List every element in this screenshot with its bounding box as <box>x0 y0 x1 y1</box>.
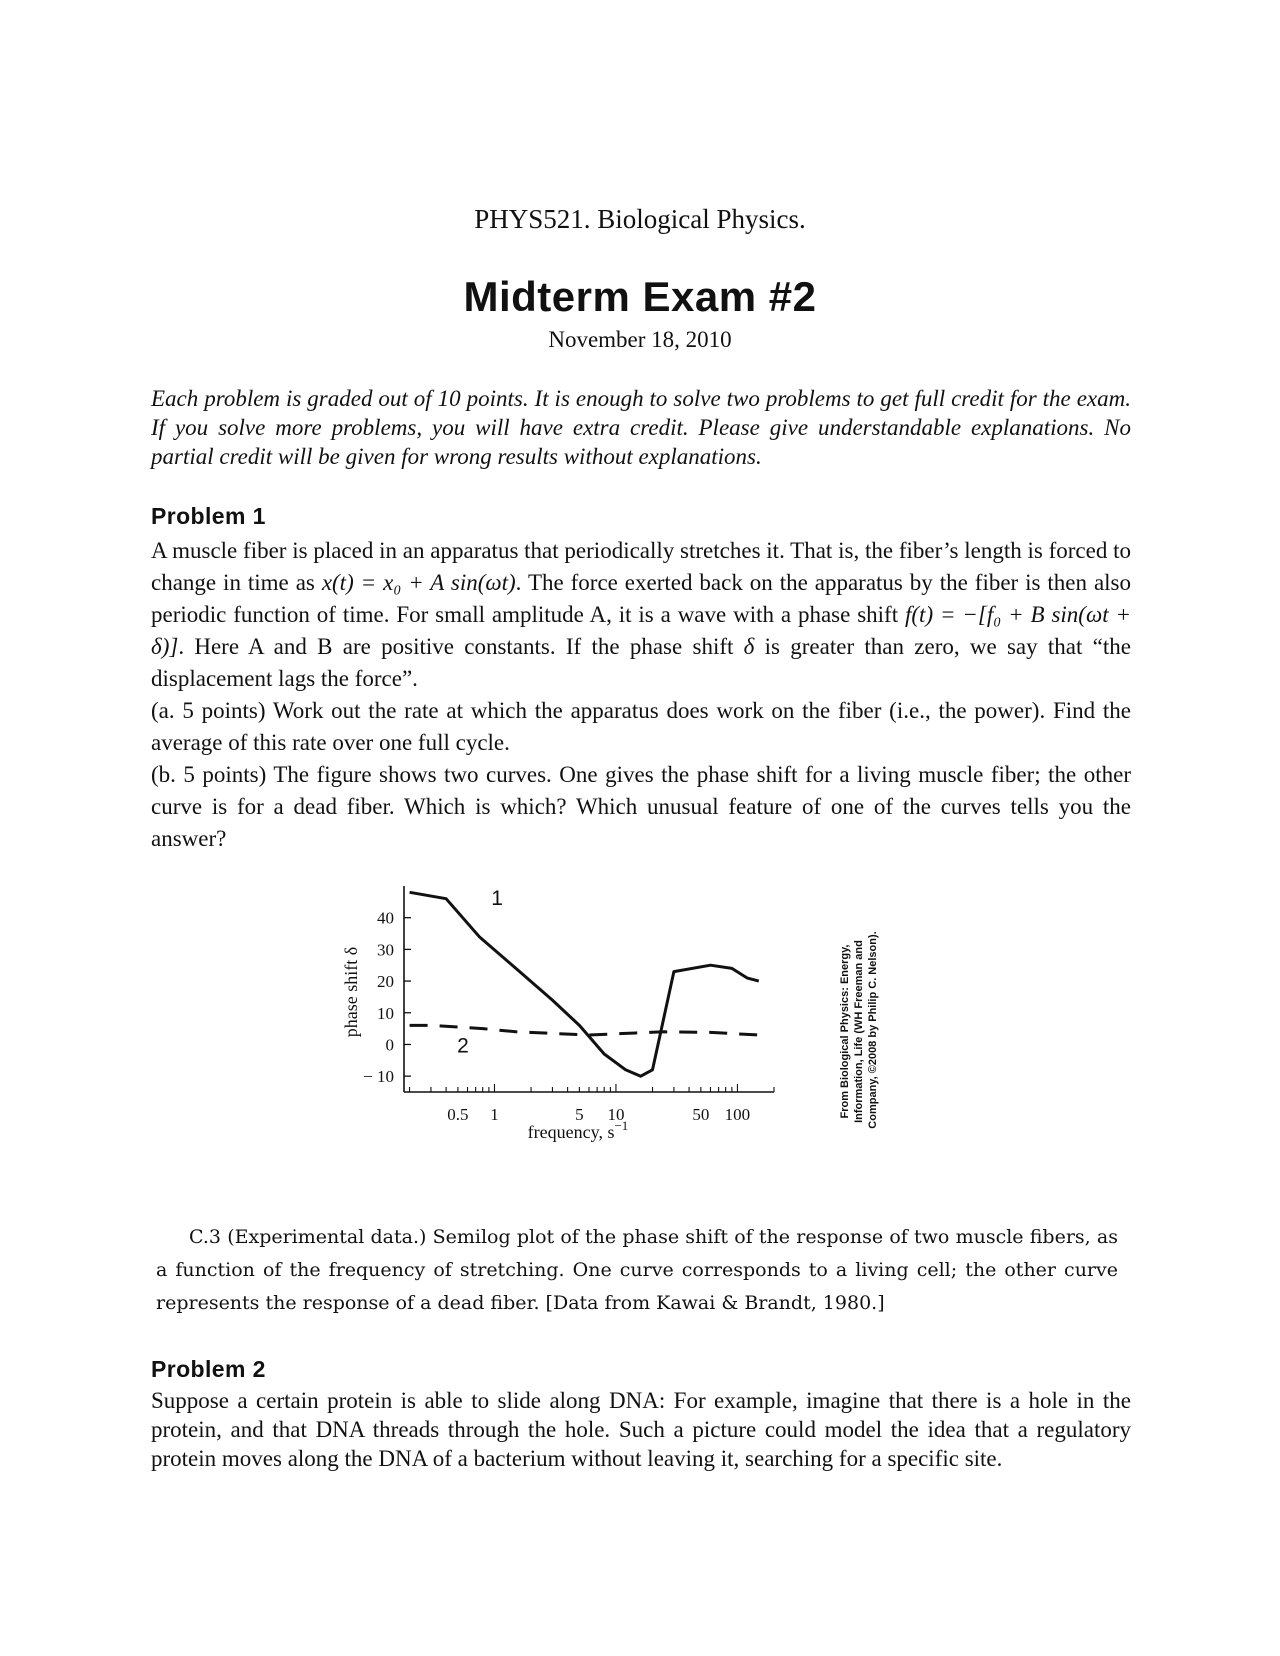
problem-1-text-c: . Here A and B are positive constants. If the phase shift <box>178 634 734 659</box>
y-tick-label: 30 <box>377 940 394 960</box>
problem-1-text-b: . The force exerted back on the apparatus by the fiber is then also periodic function of time. For small amplitude A, it is a wave with a phase shift <box>151 570 1131 627</box>
series-label-2: 2 <box>457 1034 469 1058</box>
x-axis-label-text: frequency, s <box>527 1122 615 1142</box>
y-tick-label: 0 <box>385 1035 394 1055</box>
problem-1-body <box>151 535 1131 855</box>
x-tick-label: 1 <box>490 1105 499 1124</box>
x-tick-label: 50 <box>692 1105 710 1124</box>
x-tick-label: 10 <box>607 1105 625 1124</box>
chart-series <box>410 887 759 1076</box>
problem-1-part-a: (a. 5 points) Work out the rate at which the apparatus does work on the fiber (i.e., the power). Find the average of this rate over one full cycle. <box>151 698 1131 755</box>
y-tick-label: 10 <box>377 1003 394 1023</box>
x-axis-label-exponent: −1 <box>614 1118 629 1133</box>
problem-2-body: Suppose a certain protein is able to slide along DNA: For example, imagine that there is a hole in the protein, and that DNA threads through the hole. Such a picture could model the idea that a regulatory protein moves along the DNA of a bacterium without leaving it, searching for a specific site. <box>151 1388 1131 1471</box>
series-label-1: 1 <box>491 887 503 911</box>
y-axis-label: phase shift δ <box>341 946 361 1038</box>
problem-1-part-b: (b. 5 points) The figure shows two curves. One gives the phase shift for a living muscle fiber; the other curve is for a dead fiber. Which is which? Which unusual feature of one of the curves tells you the answer? <box>151 762 1131 851</box>
instructions: Each problem is graded out of 10 points. It is enough to solve two problems to get full credit for the exam. If you solve more problems, you will have extra credit. Please give understandable explanations. No partial credit will be given for wrong results without explanations. <box>151 386 1131 469</box>
figure-caption: C.3 (Experimental data.) Semilog plot of the phase shift of the response of two muscle fibers, as a function of the frequency of stretching. One curve corresponds to a living cell; the other curve represents the response of a dead fiber. [Data from Kawai & Brandt, 1980.] <box>156 1226 1118 1314</box>
exam-title: Midterm Exam #2 <box>463 273 817 320</box>
y-tick-label: − 10 <box>363 1067 394 1087</box>
exam-date: November 18, 2010 <box>548 327 732 352</box>
x-tick-label: 0.5 <box>447 1105 469 1124</box>
problem-1-statement <box>151 535 1131 695</box>
problem-1-heading: Problem 1 <box>151 503 266 529</box>
x-tick-label: 100 <box>724 1105 751 1124</box>
course-title: PHYS521. Biological Physics. <box>474 204 806 234</box>
figure-credit-line-1: From Biological Physics: Energy, <box>839 944 851 1119</box>
figure-credit-line-3: Company, ©2008 by Philip C. Nelson). <box>867 931 879 1129</box>
problem-2-heading: Problem 2 <box>151 1356 266 1382</box>
equation-force: f(t) = −[f₀ + B sin(ωt + δ)] <box>151 602 1131 659</box>
y-tick-label: 20 <box>377 972 394 992</box>
y-tick-label: 40 <box>377 908 394 928</box>
phase-shift-chart <box>340 880 900 1190</box>
equation-displacement: x(t) = x₀ + A sin(ωt) <box>321 570 516 595</box>
x-axis-label <box>528 1118 629 1142</box>
figure-credit-line-2: Information, Life (WH Freeman and <box>853 940 865 1123</box>
figure-credit <box>839 931 879 1128</box>
x-tick-label: 5 <box>575 1105 584 1124</box>
chart-axes <box>404 886 774 1092</box>
problem-1-text-a: A muscle fiber is placed in an apparatus that periodically stretches it. That is, the fiber’s length is forced to change in time as <box>151 538 1131 595</box>
problem-1-text-d: is greater than zero, we say that “the displacement lags the force”. <box>151 634 1131 691</box>
x-ticks <box>410 1084 774 1124</box>
equation-delta: δ <box>743 634 755 659</box>
